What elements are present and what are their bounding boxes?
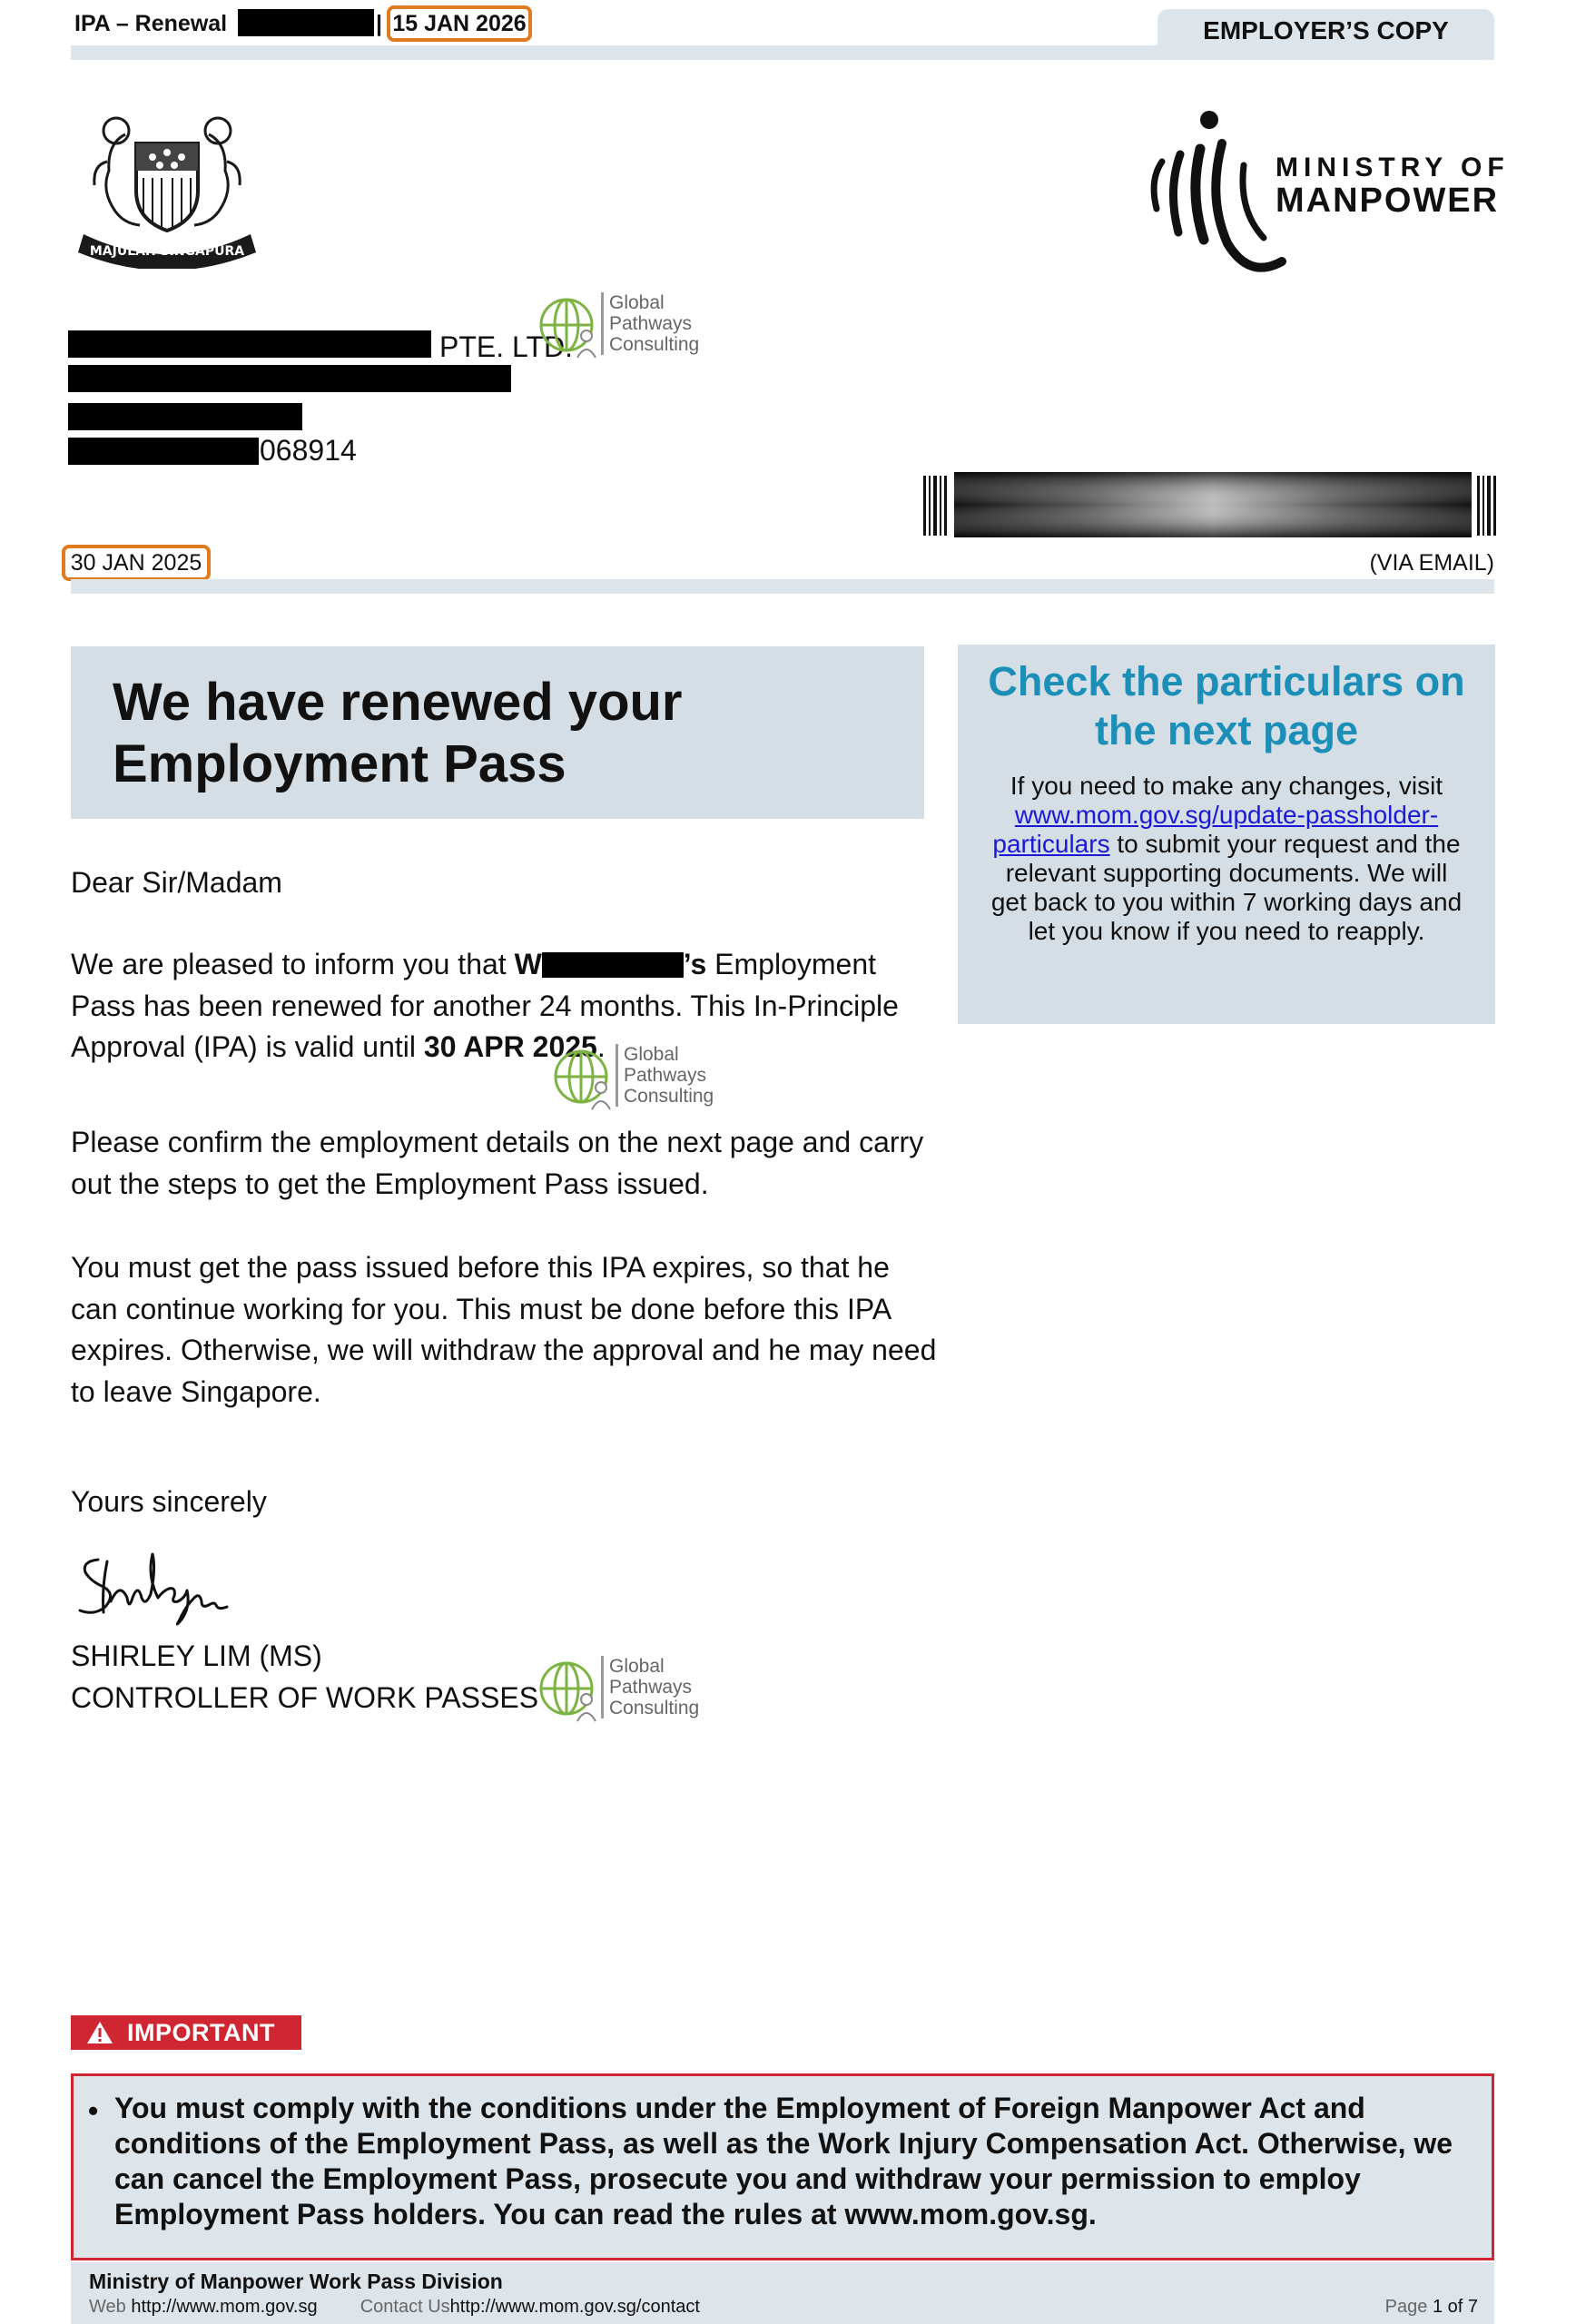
important-badge bbox=[71, 2015, 301, 2050]
company-suffix: PTE. LTD. bbox=[439, 330, 573, 363]
important-notice-text: You must comply with the conditions under the Employment of Foreign Manpower Act and conditions of the Employment Pass, as well as the Work Injury Compensation Act. Otherwise, we can cancel the Employment Pass, prosecute you and withdraw your permission to employ Employment Pass holders. You can read the rules at www.mom.gov.sg. bbox=[114, 2092, 1453, 2230]
issue-date: 15 JAN 2026 bbox=[392, 11, 527, 36]
letter-date: 30 JAN 2025 bbox=[70, 550, 202, 576]
footer-web-link[interactable]: http://www.mom.gov.sg bbox=[131, 2297, 318, 2317]
watermark bbox=[537, 292, 701, 361]
page-title: We have renewed your Employment Pass bbox=[113, 673, 683, 793]
footer-division: Ministry of Manpower Work Pass Division bbox=[89, 2270, 503, 2293]
document-type: IPA – Renewal bbox=[74, 11, 228, 36]
salutation: Dear Sir/Madam bbox=[71, 866, 282, 899]
redacted-block bbox=[68, 365, 511, 392]
globe-person-icon bbox=[537, 294, 599, 359]
globe-person-icon bbox=[537, 1658, 599, 1723]
redacted-block bbox=[238, 9, 374, 36]
closing: Yours sincerely bbox=[71, 1485, 267, 1518]
redacted-name bbox=[542, 952, 684, 978]
watermark-text: Global Pathways Consulting bbox=[616, 1044, 714, 1107]
redacted-block bbox=[68, 403, 302, 430]
watermark-text: Global Pathways Consulting bbox=[601, 292, 699, 355]
update-particulars-link[interactable]: www.mom.gov.sg/update-passholder-particulars bbox=[992, 801, 1439, 858]
paragraph-confirm: Please confirm the employment details on the next page and carry out the steps to get the Employment Pass issued. bbox=[71, 1126, 924, 1200]
redacted-block bbox=[68, 330, 431, 358]
ministry-name-line2: MANPOWER bbox=[1276, 182, 1500, 220]
singapore-crest-icon bbox=[71, 107, 263, 269]
check-particulars-title: Check the particulars on the next page bbox=[988, 658, 1465, 753]
watermark-text: Global Pathways Consulting bbox=[601, 1656, 699, 1718]
signature-icon bbox=[71, 1543, 289, 1638]
globe-person-icon bbox=[552, 1046, 614, 1111]
bullet-icon: • bbox=[88, 2094, 99, 2127]
watermark bbox=[552, 1044, 715, 1113]
footer-contact-link[interactable]: http://www.mom.gov.sg/contact bbox=[449, 2297, 700, 2317]
check-particulars-box bbox=[958, 645, 1495, 1024]
paragraph-expiry: You must get the pass issued before this IPA expires, so that he can continue working for you. This must be done before this IPA expires. Otherwise, we will withdraw the approval and he may need to leave Singapore. bbox=[71, 1251, 937, 1408]
letter-heading-box bbox=[71, 646, 924, 819]
important-label: IMPORTANT bbox=[127, 2019, 275, 2046]
header-separator: | bbox=[376, 11, 382, 36]
delivery-method: (VIA EMAIL) bbox=[1369, 550, 1494, 576]
postal-code: 068914 bbox=[260, 434, 357, 467]
letter-date-highlight bbox=[62, 545, 211, 581]
page-footer bbox=[71, 2262, 1494, 2324]
check-particulars-body: If you need to make any changes, visit www.mom.gov.sg/update-passholder-particulars to submit your request and the relevant supporting documents. We will get back to you within 7 working days and let you know if you need to reapply. bbox=[990, 772, 1463, 945]
paragraph-renewal: We are pleased to inform you that W ’s Employment Pass has been renewed for another 24 months. This In-Principle Approval (IPA) is valid until 30 APR 2025. bbox=[71, 948, 899, 1063]
signatory-name: SHIRLEY LIM (MS) bbox=[71, 1640, 322, 1672]
ministry-name-line1: MINISTRY OF bbox=[1276, 153, 1510, 182]
issue-date-highlight bbox=[387, 5, 532, 42]
page-number: Page 1 of 7 bbox=[1384, 2297, 1478, 2317]
footer-links: Web http://www.mom.gov.sg Contact Ushttp://www.mom.gov.sg/contact bbox=[89, 2297, 700, 2317]
crest-motto: MAJULAH SINGAPURA bbox=[89, 244, 245, 259]
signatory-title: CONTROLLER OF WORK PASSES bbox=[71, 1681, 539, 1714]
important-notice-box bbox=[71, 2073, 1494, 2260]
date-rule bbox=[71, 579, 1494, 594]
barcode-icon bbox=[921, 472, 1499, 541]
employers-copy-label: EMPLOYER’S COPY bbox=[1203, 16, 1449, 44]
watermark bbox=[537, 1656, 701, 1725]
warning-icon bbox=[85, 2020, 114, 2045]
header-rule bbox=[71, 45, 1494, 60]
redacted-block bbox=[68, 438, 259, 465]
